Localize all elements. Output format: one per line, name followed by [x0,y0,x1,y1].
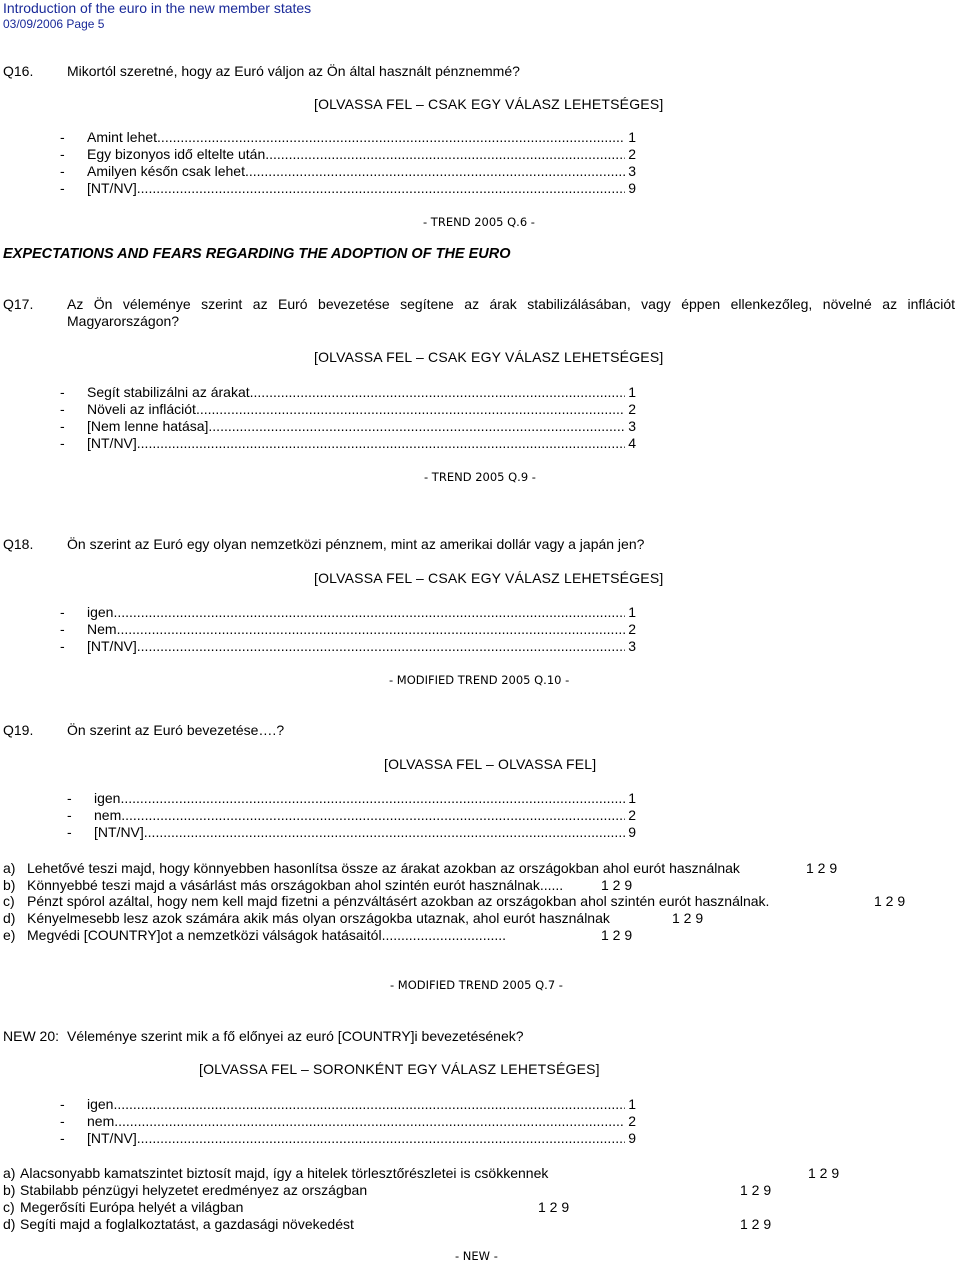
q19-item-b-text: Könnyebbé teszi majd a vásárlást más országokban ahol szintén eurót használnak...... [27,877,564,893]
q19-item-c-codes: 1 2 9 [874,893,906,909]
q19-item-e-codes: 1 2 9 [601,927,633,943]
q16-option: - [NT/NV] ..... 9 [60,180,636,197]
q19-item-b-codes: 1 2 9 [601,877,633,893]
q16-option: - Egy bizonyos idő eltelte után ..... 2 [60,146,636,163]
new20-item-c-text: Megerősíti Európa helyét a világban [20,1199,244,1215]
new20-number: NEW 20: [3,1028,60,1044]
q17-number: Q17. [3,296,34,312]
q18-option: - Nem ..... 2 [60,621,636,638]
q18-text: Ön szerint az Euró egy olyan nemzetközi pénznem, mint az amerikai dollár vagy a japán jen? [67,536,645,552]
q19-item-e-text: Megvédi [COUNTRY]ot a nemzetközi válságok hatásaitól................................ [27,927,507,943]
q19-item-d-codes: 1 2 9 [672,910,704,926]
q19-trend-note: - MODIFIED TREND 2005 Q.7 - [390,978,563,992]
q19-item-c-letter: c) [3,893,15,909]
q18-option: - [NT/NV] ..... 3 [60,638,636,655]
q19-item-d-text: Kényelmesebb lesz azok számára akik más olyan országokba utaznak, ahol eurót használnak [27,910,610,926]
q19-item-b-letter: b) [3,877,16,893]
q16-text: Mikortól szeretné, hogy az Euró váljon az Ön által használt pénznemmé? [67,63,520,79]
new20-option: - nem ..... 2 [60,1113,636,1130]
q16-trend-note: - TREND 2005 Q.6 - [423,215,535,229]
new20-instruction: [OLVASSA FEL – SORONKÉNT EGY VÁLASZ LEHETSÉGES] [199,1061,600,1077]
new20-item-d-codes: 1 2 9 [740,1216,772,1232]
new20-text: Véleménye szerint mik a fő előnyei az euró [COUNTRY]i bevezetésének? [67,1028,524,1044]
new20-item-a-text: Alacsonyabb kamatszintet biztosít majd, így a hitelek törlesztőrészletei is csökkennek [20,1165,549,1181]
new20-item-b-codes: 1 2 9 [740,1182,772,1198]
q19-option: - igen ..... 1 [67,790,636,807]
q19-number: Q19. [3,722,34,738]
new20-item-d-letter: d) [3,1216,16,1232]
q19-item-a-letter: a) [3,860,16,876]
q17-option: - Növeli az inflációt ..... 2 [60,401,636,418]
new20-item-d-text: Segíti majd a foglalkoztatást, a gazdasági növekedést [20,1216,354,1232]
new20-trend-note: - NEW - [455,1249,498,1263]
q16-option: - Amilyen későn csak lehet ..... 3 [60,163,636,180]
q17-option: - Segít stabilizálni az árakat ..... 1 [60,384,636,401]
q17-option: - [Nem lenne hatása] ..... 3 [60,418,636,435]
q19-option: - nem ..... 2 [67,807,636,824]
new20-option: - igen ..... 1 [60,1096,636,1113]
new20-item-c-letter: c) [3,1199,15,1215]
q19-instruction: [OLVASSA FEL – OLVASSA FEL] [384,756,597,772]
new20-item-c-codes: 1 2 9 [538,1199,570,1215]
q18-option: - igen ..... 1 [60,604,636,621]
q16-number: Q16. [3,63,34,79]
q19-text: Ön szerint az Euró bevezetése….? [67,722,285,738]
q18-number: Q18. [3,536,34,552]
q16-instruction: [OLVASSA FEL – CSAK EGY VÁLASZ LEHETSÉGES] [314,96,664,112]
q17-trend-note: - TREND 2005 Q.9 - [424,470,536,484]
q19-item-e-letter: e) [3,927,16,943]
document-title: Introduction of the euro in the new member states [3,0,312,16]
new20-item-b-text: Stabilabb pénzügyi helyzetet eredményez az országban [20,1182,368,1198]
date-page-line: 03/09/2006 Page 5 [3,17,105,31]
q19-item-d-letter: d) [3,910,16,926]
q19-option: - [NT/NV] ..... 9 [67,824,636,841]
q19-item-a-codes: 1 2 9 [806,860,838,876]
new20-item-a-letter: a) [3,1165,16,1181]
q18-trend-note: - MODIFIED TREND 2005 Q.10 - [389,673,570,687]
new20-option: - [NT/NV] ..... 9 [60,1130,636,1147]
q16-option: - Amint lehet ..... 1 [60,129,636,146]
q19-item-c-text: Pénzt spórol azáltal, hogy nem kell majd fizetni a pénzváltásért azokban az országokban ahol szintén eurót használnak. [27,893,770,909]
q18-instruction: [OLVASSA FEL – CSAK EGY VÁLASZ LEHETSÉGES] [314,570,664,586]
new20-item-b-letter: b) [3,1182,16,1198]
section-heading: EXPECTATIONS AND FEARS REGARDING THE ADOPTION OF THE EURO [3,246,511,262]
q17-option: - [NT/NV] ..... 4 [60,435,636,452]
q17-instruction: [OLVASSA FEL – CSAK EGY VÁLASZ LEHETSÉGES] [314,349,664,365]
q19-item-a-text: Lehetővé teszi majd, hogy könnyebben hasonlítsa össze az árakat azokban az országokban ahol eurót használnak [27,860,740,876]
q17-text: Az Ön véleménye szerint az Euró bevezetése segítene az árak stabilizálásában, vagy éppen ellenkezőleg, növelné az inflációt Magyarországon? [67,296,955,329]
new20-item-a-codes: 1 2 9 [808,1165,840,1181]
